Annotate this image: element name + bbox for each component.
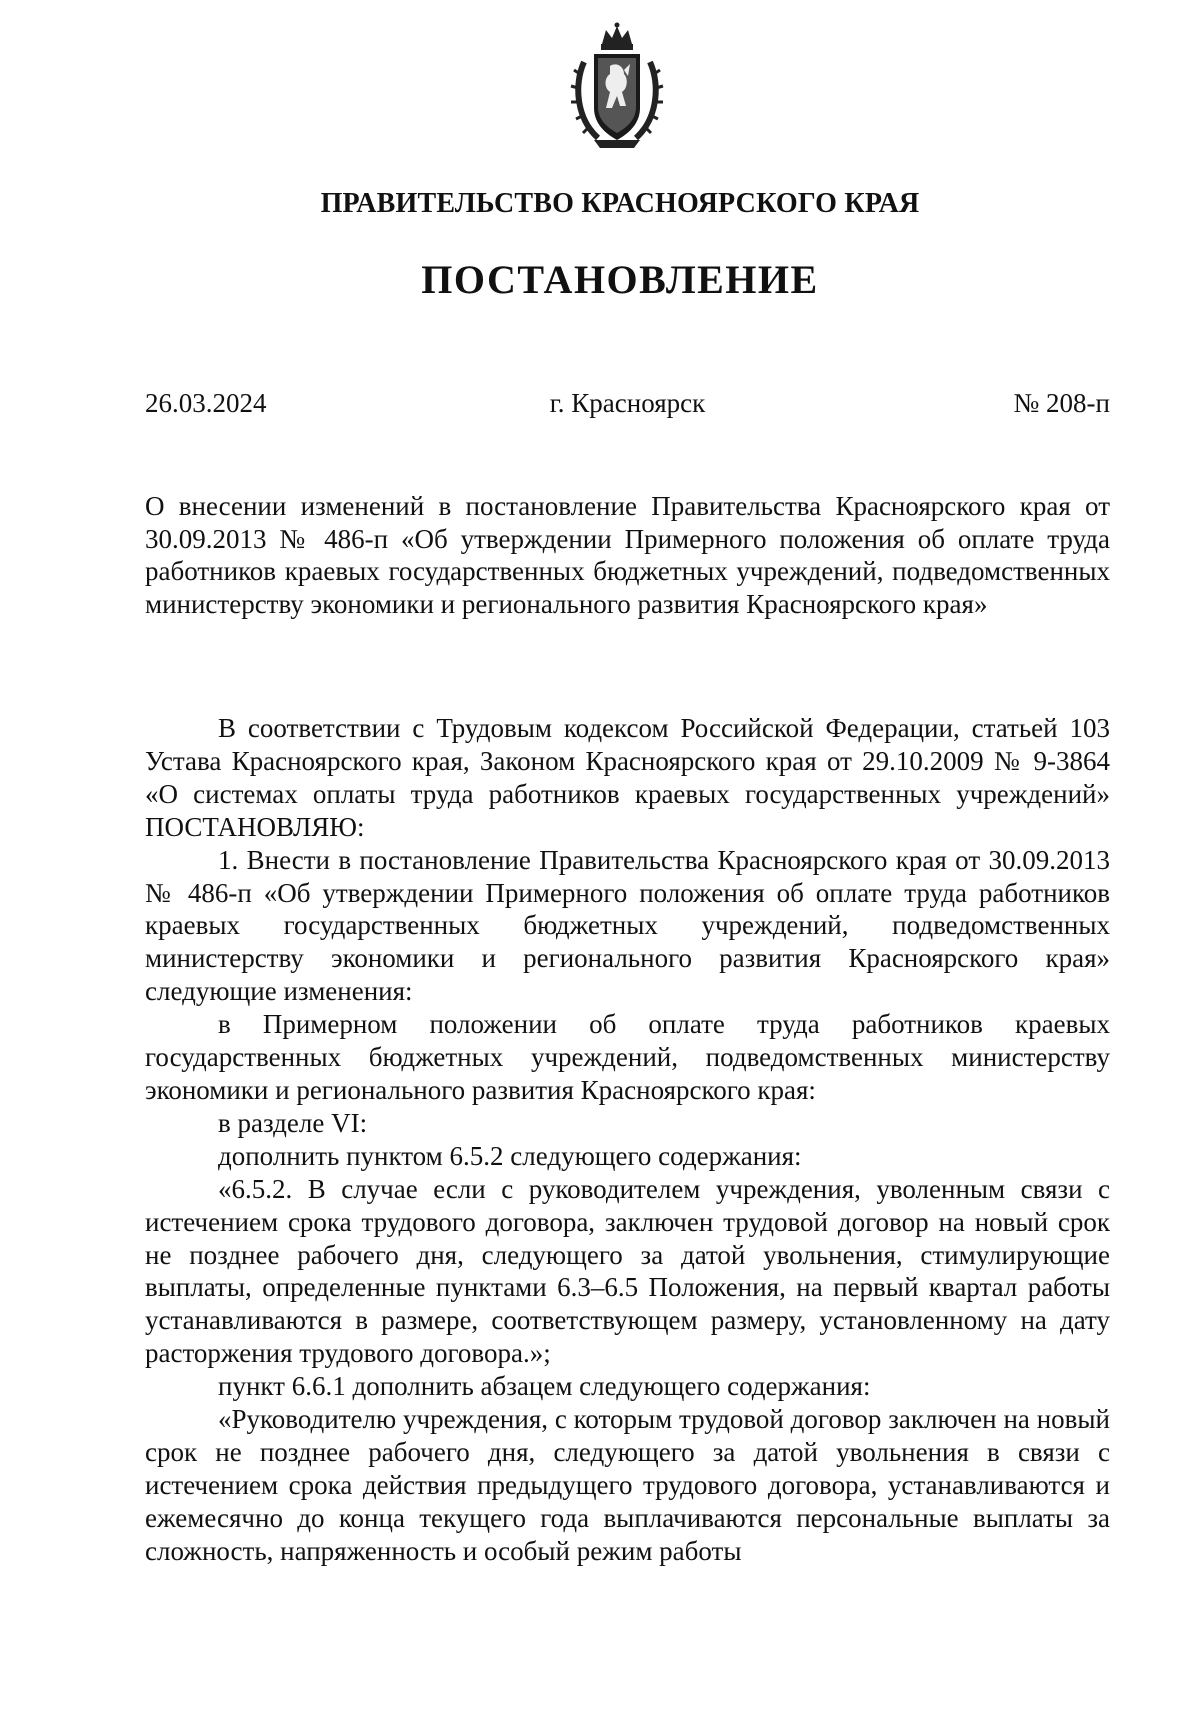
paragraph: 1. Внести в постановление Правительства Красноярского края от 30.09.2013 № 486-п «Об утверждении Примерного положения об оплате труда работников краевых государственных бюджетных учреждений, подведомственных министерству экономики и регионального развития Красноярского края» следующие изменения: [145, 844, 1110, 1007]
paragraph: «Руководителю учреждения, с которым трудовой договор заключен на новый срок не позднее рабочего дня, следующего за датой увольнения в связи с истечением срока действия предыдущего трудового договора, устанавливаются и ежемесячно до конца текущего года выплачиваются персональные выплаты за сложность, напряженность и особый режим работы [145, 1404, 1110, 1566]
document-number: № 208-п [1013, 388, 1110, 418]
document-body [145, 712, 1110, 1568]
paragraph: В соответствии с Трудовым кодексом Российской Федерации, статьей 103 Устава Красноярского края, Законом Красноярского края от 29.10.2009 № 9-3864 «О системах оплаты труда работников краевых государственных учреждений» ПОСТАНОВЛЯЮ: [145, 713, 1110, 842]
paragraph: дополнить пунктом 6.5.2 следующего содержания: [218, 1140, 802, 1171]
coat-of-arms-icon [568, 22, 666, 152]
document-title: О внесении изменений в постановление Правительства Красноярского края от 30.09.2013 № 486-п «Об утверждении Примерного положения об оплате труда работников краевых государственных бюджетных учреждений, подведомственных министерству экономики и регионального развития Красноярского края» [145, 491, 1110, 619]
document-type: ПОСТАНОВЛЕНИЕ [421, 257, 819, 302]
document-meta [145, 388, 1110, 424]
document-date: 26.03.2024 [145, 388, 267, 418]
document-city: г. Красноярск [549, 388, 706, 418]
government-name: ПРАВИТЕЛЬСТВО КРАСНОЯРСКОГО КРАЯ [320, 188, 920, 219]
paragraph: в Примерном положении об оплате труда работников краевых государственных бюджетных учреждений, подведомственных министерству экономики и регионального развития Красноярского края: [145, 1009, 1110, 1105]
paragraph: «6.5.2. В случае если с руководителем учреждения, уволенным связи с истечением срока трудового договора, заключен трудовой договор на новый срок не позднее рабочего дня, следующего за датой увольнения, стимулирующие выплаты, определенные пунктами 6.3–6.5 Положения, на первый квартал работы устанавливаются в размере, соответствующем размеру, установленному на дату расторжения трудового договора.»; [145, 1173, 1110, 1369]
paragraph: пункт 6.6.1 дополнить абзацем следующего содержания: [218, 1371, 871, 1402]
paragraph: в разделе VI: [218, 1107, 368, 1138]
